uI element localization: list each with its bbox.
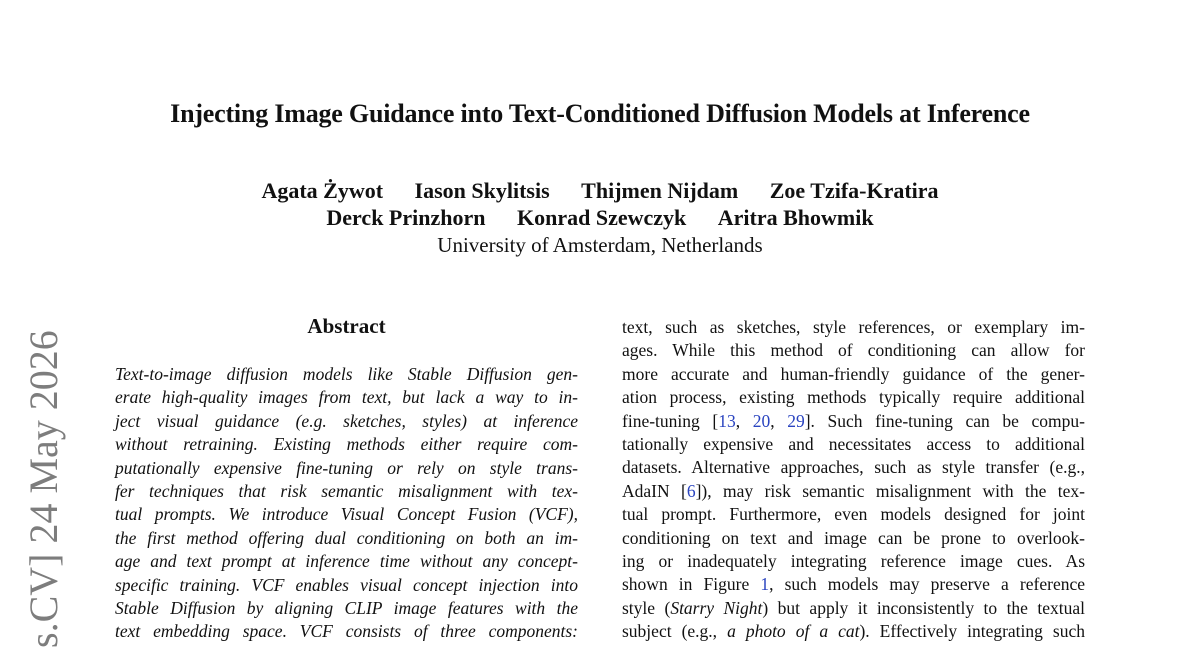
intro-text: fine-tuning [	[622, 410, 719, 431]
intro-line: ages. While this method of conditioning can allow for	[622, 340, 1085, 361]
intro-text: ). Effectively integrating such	[859, 621, 1085, 642]
intro-text: subject (e.g.,	[622, 621, 728, 642]
arxiv-identifier-stamp: s.CV] 24 May 2026	[21, 330, 66, 648]
intro-line	[622, 410, 1085, 433]
author-name: Konrad Szewczyk	[516, 205, 687, 230]
abstract-line: the first method offering dual conditioning on both an im-	[115, 527, 578, 548]
abstract-line: Text-to-image diffusion models like Stable Diffusion gen-	[115, 364, 578, 384]
abstract-line: without retraining. Existing methods either require com-	[115, 434, 578, 455]
abstract-line: age and text prompt at inference time without any concept-	[115, 551, 578, 572]
intro-text: ]), may risk semantic misalignment with the tex-	[695, 480, 1085, 501]
intro-line	[622, 573, 1085, 596]
intro-line	[622, 597, 1085, 620]
intro-text: ]. Such fine-tuning can be compu-	[804, 410, 1085, 431]
intro-line	[622, 620, 1085, 643]
intro-line: tual prompt. Furthermore, even models designed for joint	[622, 504, 1085, 525]
abstract-line: text embedding space. VCF consists of three components:	[115, 621, 578, 642]
author-name: Aritra Bhowmik	[717, 205, 874, 230]
citation-link[interactable]: 29	[787, 410, 805, 431]
abstract-line: tual prompts. We introduce Visual Concept Fusion (VCF),	[115, 504, 578, 525]
intro-line: conditioning on text and image can be prone to overlook-	[622, 527, 1085, 548]
intro-line: ation process, existing methods typically require additional	[622, 387, 1085, 408]
author-name: Thijmen Nijdam	[581, 178, 739, 203]
affiliation: University of Amsterdam, Netherlands	[437, 233, 763, 257]
figure-reference-link[interactable]: 1	[760, 574, 770, 595]
author-list-row-2	[0, 205, 1200, 231]
intro-text: ,	[735, 410, 753, 431]
citation-link[interactable]: 6	[686, 480, 696, 501]
citation-link[interactable]: 20	[752, 410, 771, 431]
paper-title: Injecting Image Guidance into Text-Conditioned Diffusion Models at Inference	[170, 99, 1030, 128]
citation-link[interactable]: 13	[718, 410, 736, 431]
intro-line	[622, 480, 1085, 503]
intro-line: text, such as sketches, style references, or exemplary im-	[622, 317, 1085, 337]
intro-line: tationally expensive and necessitates access to additional	[622, 433, 1085, 454]
abstract-line: erate high-quality images from text, but lack a way to in-	[115, 387, 578, 408]
intro-text: ,	[770, 410, 788, 431]
abstract-heading: Abstract	[307, 314, 386, 338]
intro-line: ing or inadequately integrating reference image cues. As	[622, 550, 1085, 571]
abstract-line: ject visual guidance (e.g. sketches, styles) at inference	[115, 410, 578, 431]
intro-italic-text: Starry Night	[670, 597, 763, 618]
author-name: Zoe Tzifa-Kratira	[769, 178, 939, 203]
intro-text: shown in Figure	[622, 574, 761, 595]
intro-text: , such models may preserve a reference	[769, 574, 1085, 595]
abstract-body	[115, 363, 578, 644]
intro-text: style (	[622, 597, 671, 618]
intro-italic-text: a photo of a cat	[727, 621, 860, 642]
intro-line: more accurate and human-friendly guidance of the gener-	[622, 363, 1085, 384]
intro-text: AdaIN [	[622, 480, 687, 501]
author-list-row-1	[0, 178, 1200, 204]
introduction-body	[622, 316, 1085, 643]
author-name: Derck Prinzhorn	[326, 205, 486, 230]
intro-text: ) but apply it inconsistently to the textual	[762, 597, 1085, 618]
intro-line: datasets. Alternative approaches, such as style transfer (e.g.,	[622, 457, 1085, 478]
author-name: Agata Żywot	[261, 178, 384, 203]
abstract-line: fer techniques that risk semantic misalignment with tex-	[115, 480, 578, 501]
abstract-line: putationally expensive fine-tuning or rely on style trans-	[115, 457, 578, 478]
author-name: Iason Skylitsis	[414, 178, 550, 203]
abstract-line: specific training. VCF enables visual concept injection into	[115, 574, 578, 595]
abstract-line: Stable Diffusion by aligning CLIP image features with the	[115, 597, 578, 618]
